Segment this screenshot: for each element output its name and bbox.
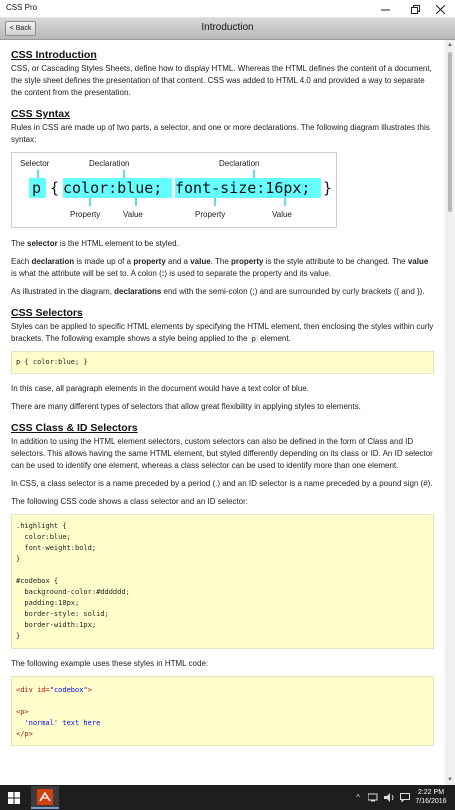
class-id-heading: CSS Class & ID Selectors [11, 422, 138, 434]
show-hidden-icons-icon[interactable]: ^ [356, 793, 360, 802]
page-title: Introduction [201, 22, 254, 33]
intro-heading: CSS Introduction [11, 49, 97, 61]
class-id-paragraph-2: In CSS, a class selector is a name preceded by a period (.) and an ID selector is a name preceded by a pound sign (#). [11, 479, 433, 488]
inline-code-p: p [251, 335, 256, 343]
syntax-diagram [11, 152, 337, 228]
declarations-note: As illustrated in the diagram, declarations end with the semi-colon (;) and are surrounded by curly brackets ({ and }). [11, 287, 425, 296]
diagram-property-label-1: Property [70, 210, 101, 219]
syntax-paragraph: Rules in CSS are made up of two parts, a selector, and one or more declarations. The following diagram illustrates this syntax: [11, 123, 430, 144]
minimize-icon [381, 5, 390, 14]
code-example-class-id: .highlight { color:blue; font-weight:bold; } #codebox { background-color:#dddddd; padding:10px; border-style: solid; border-width:1px; } [11, 514, 434, 649]
minimize-button[interactable] [370, 0, 400, 18]
scroll-down-icon[interactable]: ▼ [447, 777, 453, 783]
selectors-paragraph-3: There are many different types of selectors that allow great flexibility in applying styles to elements. [11, 402, 361, 411]
app-header [0, 18, 455, 40]
diagram-close-brace: } [323, 179, 333, 197]
value-connector-1 [135, 198, 137, 206]
close-icon [436, 5, 445, 14]
diagram-open-brace: { [50, 179, 60, 197]
diagram-value-label-2: Value [272, 210, 292, 219]
selector-connector [37, 170, 39, 178]
taskbar-app-css-pro[interactable] [31, 786, 59, 809]
tutorial-content[interactable] [0, 40, 445, 785]
declaration-connector-2 [253, 170, 255, 178]
window-title-bar [0, 0, 455, 18]
value-connector-2 [284, 198, 286, 206]
scrollbar-thumb[interactable] [448, 52, 452, 212]
code-example-selector: p { color:blue; } [11, 351, 434, 374]
diagram-declaration-label-1: Declaration [89, 159, 130, 168]
class-id-paragraph-4: The following example uses these styles in HTML code: [11, 659, 209, 668]
network-icon[interactable] [366, 785, 380, 810]
vertical-scrollbar[interactable] [445, 40, 455, 785]
clock-time: 2:22 PM [417, 789, 445, 796]
back-button-label: Back [15, 25, 32, 32]
chevron-left-icon: < [9, 25, 14, 32]
start-button[interactable] [0, 785, 28, 810]
intro-paragraph: CSS, or Cascading Styles Sheets, define how to display HTML. Whereas the HTML defines the content of a document, the style sheet defines the presentation of that content. CSS was added to HTML 4.0 and provided a way to separate the content from the presentation. [11, 64, 432, 97]
diagram-declaration-label-2: Declaration [219, 159, 260, 168]
code-example-html: <div id="codebox"> <p> 'normal' text here </p> [11, 676, 434, 746]
volume-icon[interactable] [382, 785, 396, 810]
scroll-up-icon[interactable]: ▲ [447, 42, 453, 48]
declaration-connector-1 [123, 170, 125, 178]
css-pro-app-icon [37, 789, 53, 805]
selectors-paragraph-2: In this case, all paragraph elements in the document would have a text color of blue. [11, 384, 309, 393]
clock-date: 7/16/2016 [415, 798, 447, 805]
diagram-property-label-2: Property [195, 210, 226, 219]
class-id-paragraph-1: In addition to using the HTML element selectors, custom selectors can also be defined in the form of Class and ID selectors. This allows having the same HTML element, but styled differently depending on its class or ID. An ID selector can be used to identify one element, whereas a class selector can be used to identify more than one element. [11, 437, 433, 470]
system-clock[interactable] [410, 788, 452, 806]
diagram-value-label-1: Value [123, 210, 143, 219]
class-id-paragraph-3: The following CSS code shows a class selector and an ID selector: [11, 497, 249, 506]
windows-logo-icon [8, 792, 20, 804]
restore-icon [411, 5, 420, 14]
property-connector-2 [214, 198, 216, 206]
diagram-declaration-1: color:blue; [63, 179, 163, 197]
syntax-heading: CSS Syntax [11, 108, 70, 120]
window-title: CSS Pro [6, 3, 38, 12]
selectors-heading: CSS Selectors [11, 307, 83, 319]
declaration-definition: Each declaration is made up of a property and a value. The property is the style attribute to be changed. The value is what the attribute will be set to. A colon (:) is used to separate the property and its value. [11, 257, 429, 278]
property-connector-1 [89, 198, 91, 206]
taskbar [0, 785, 455, 810]
close-button[interactable] [425, 0, 455, 18]
diagram-selector-label: Selector [20, 159, 50, 168]
selector-definition: The selector is the HTML element to be styled. [11, 239, 179, 248]
selectors-paragraph: Styles can be applied to specific HTML elements by specifying the HTML element, then enclosing the styles within curly brackets. The following example shows a style being applied to the p element. [11, 322, 434, 343]
diagram-selector: p [32, 179, 42, 197]
diagram-declaration-2: font-size:16px; [175, 179, 311, 197]
